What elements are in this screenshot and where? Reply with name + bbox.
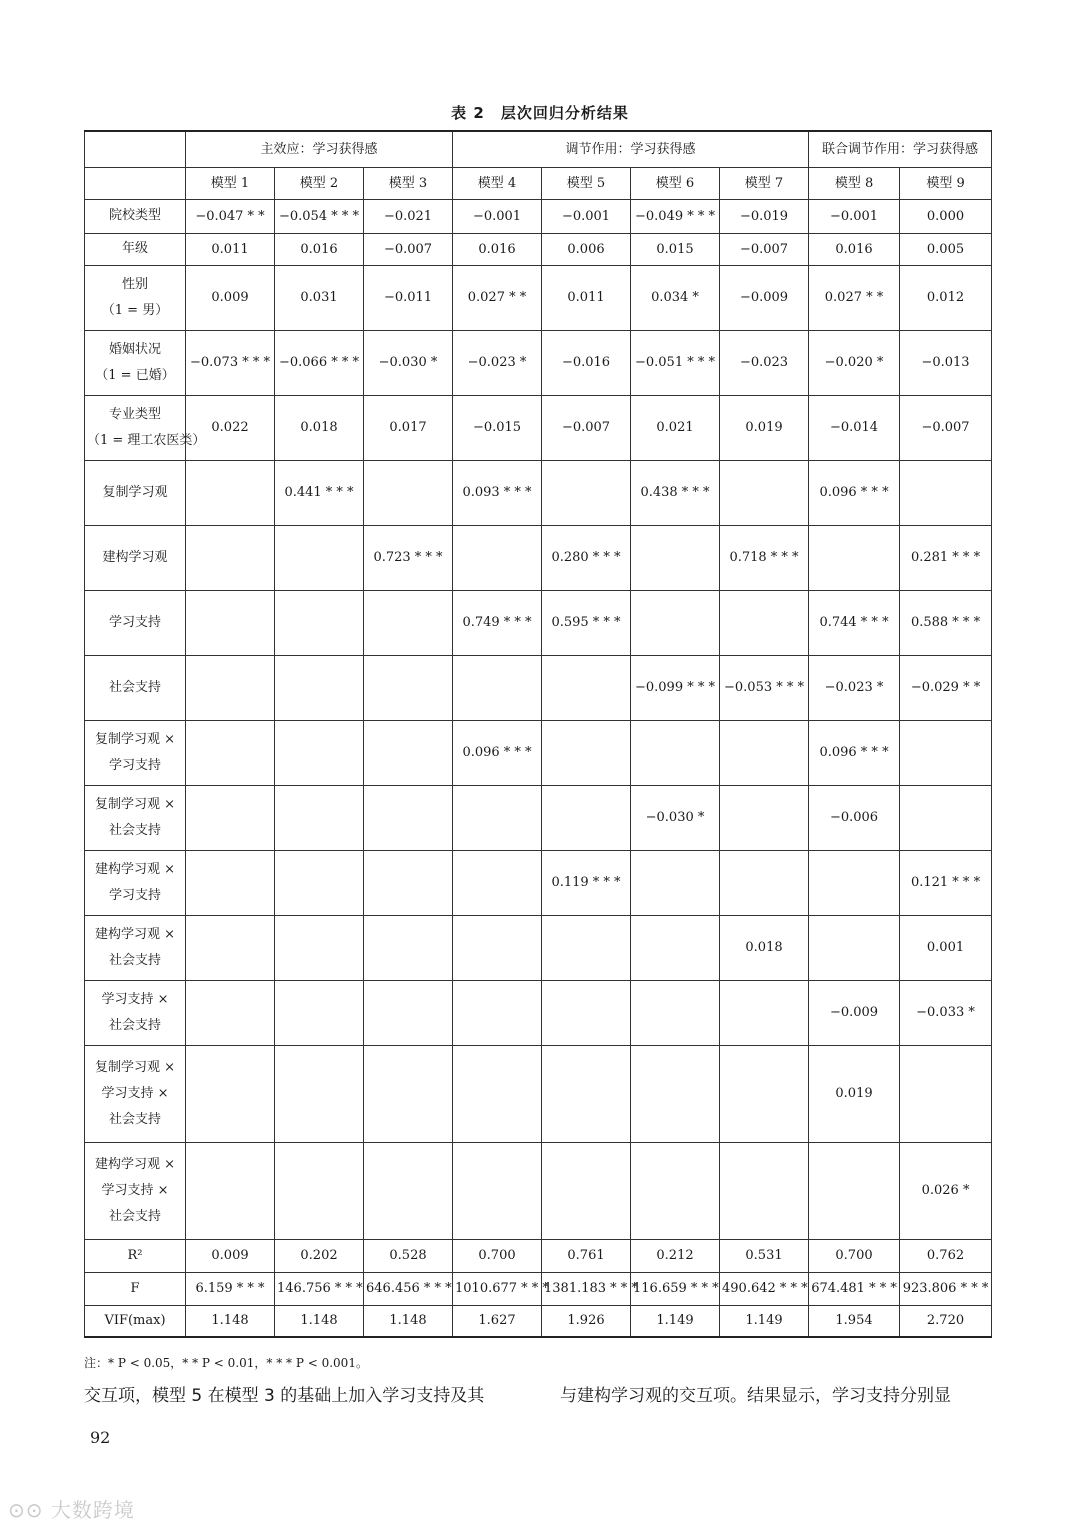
- table-cell: 0.016: [453, 233, 542, 265]
- body-text-left: 交互项，模型 5 在模型 3 的基础上加入学习支持及其: [84, 1386, 485, 1406]
- row-label-line: 社会支持: [108, 679, 161, 695]
- row-label: [85, 395, 206, 460]
- table-cell: −0.009: [720, 265, 809, 330]
- table-cell: 0.006: [542, 233, 631, 265]
- table-cell: [720, 720, 809, 785]
- table-cell: −0.033 *: [900, 980, 992, 1045]
- table-cell: 0.015: [631, 233, 720, 265]
- table-cell: 0.001: [900, 915, 992, 980]
- table-cell: [542, 785, 631, 850]
- table-cell: [364, 720, 453, 785]
- row-label-line: 社会支持: [108, 822, 161, 838]
- table-cell: 0.031: [275, 265, 364, 330]
- table-cell: [275, 1045, 364, 1142]
- row-label: [85, 199, 186, 233]
- row-label-line: （1 = 理工农医类）: [87, 432, 206, 448]
- table-row: [85, 590, 992, 655]
- row-label: [85, 1239, 186, 1272]
- table-cell: −0.001: [453, 199, 542, 233]
- table-cell: 0.749 * * *: [453, 590, 542, 655]
- table-cell: 1381.183 * * *: [542, 1272, 631, 1305]
- table-cell: 490.642 * * *: [720, 1272, 809, 1305]
- table-cell: 0.017: [364, 395, 453, 460]
- table-cell: [631, 720, 720, 785]
- row-label-line: 复制学习观 ×: [94, 796, 176, 812]
- table-cell: 0.018: [275, 395, 364, 460]
- table-cell: 0.761: [542, 1239, 631, 1272]
- table-cell: 0.096 * * *: [809, 720, 900, 785]
- table-cell: −0.053 * * *: [720, 655, 809, 720]
- table-cell: [186, 915, 275, 980]
- table-cell: [900, 1045, 992, 1142]
- table-cell: 0.119 * * *: [542, 850, 631, 915]
- table-cell: 0.744 * * *: [809, 590, 900, 655]
- table-cell: 0.441 * * *: [275, 460, 364, 525]
- row-label-line: R²: [127, 1247, 143, 1263]
- table-row: [85, 850, 992, 915]
- table-cell: [364, 1142, 453, 1239]
- table-cell: 0.009: [186, 1239, 275, 1272]
- row-label-line: （1 = 已婚）: [95, 367, 175, 383]
- watermark-text: 大数跨境: [50, 1498, 135, 1522]
- table-cell: [275, 720, 364, 785]
- watermark-logo: [8, 1494, 135, 1523]
- table-cell: [364, 460, 453, 525]
- row-label-line: F: [130, 1280, 140, 1296]
- table-cell: 0.212: [631, 1239, 720, 1272]
- table-cell: −0.021: [364, 199, 453, 233]
- row-label: [85, 785, 186, 850]
- table-cell: 0.121 * * *: [900, 850, 992, 915]
- table-cell: [453, 915, 542, 980]
- table-cell: [364, 850, 453, 915]
- row-label-line: 复制学习观 ×: [94, 731, 176, 747]
- group-header: 主效应：学习获得感: [186, 131, 453, 167]
- table-cell: −0.007: [364, 233, 453, 265]
- group-header: 调节作用：学习获得感: [453, 131, 809, 167]
- table-cell: 2.720: [900, 1305, 992, 1337]
- table-cell: 0.438 * * *: [631, 460, 720, 525]
- table-cell: [364, 590, 453, 655]
- table-cell: 0.009: [186, 265, 275, 330]
- table-cell: 1.627: [453, 1305, 542, 1337]
- table-cell: 0.096 * * *: [809, 460, 900, 525]
- table-cell: −0.023 *: [453, 330, 542, 395]
- table-cell: 0.000: [900, 199, 992, 233]
- table-cell: 0.528: [364, 1239, 453, 1272]
- table-cell: −0.099 * * *: [631, 655, 720, 720]
- table-cell: [720, 850, 809, 915]
- table-cell: [542, 460, 631, 525]
- table-cell: [275, 980, 364, 1045]
- row-label-line: 建构学习观 ×: [94, 926, 176, 942]
- table-cell: 1.148: [186, 1305, 275, 1337]
- table-cell: [453, 525, 542, 590]
- table-cell: 0.700: [453, 1239, 542, 1272]
- table-cell: −0.054 * * *: [275, 199, 364, 233]
- model-header: 模型 4: [453, 167, 542, 199]
- table-cell: 0.012: [900, 265, 992, 330]
- table-cell: −0.015: [453, 395, 542, 460]
- row-label-line: 学习支持 ×: [101, 1085, 169, 1101]
- table-cell: 6.159 * * *: [186, 1272, 275, 1305]
- row-label: [85, 1305, 186, 1337]
- group-header-row: [85, 131, 992, 167]
- row-label-line: 专业类型: [108, 406, 161, 422]
- row-label-line: 婚姻状况: [108, 341, 161, 357]
- table-row: [85, 785, 992, 850]
- row-label-line: 社会支持: [108, 1017, 161, 1033]
- table-cell: 0.531: [720, 1239, 809, 1272]
- table-cell: [631, 850, 720, 915]
- row-label-line: 社会支持: [108, 1111, 161, 1127]
- table-cell: [720, 785, 809, 850]
- table-cell: [186, 525, 275, 590]
- table-row: [85, 1305, 992, 1337]
- table-cell: 1.954: [809, 1305, 900, 1337]
- table-cell: −0.066 * * *: [275, 330, 364, 395]
- table-cell: −0.016: [542, 330, 631, 395]
- table-cell: [453, 1045, 542, 1142]
- table-cell: [631, 1142, 720, 1239]
- table-cell: 0.027 * *: [809, 265, 900, 330]
- row-label: [85, 525, 186, 590]
- table-cell: 1.149: [631, 1305, 720, 1337]
- table-cell: [275, 785, 364, 850]
- table-row: [85, 199, 992, 233]
- table-cell: [275, 1142, 364, 1239]
- table-cell: 0.019: [809, 1045, 900, 1142]
- table-note: 注：* P < 0.05，* * P < 0.01，* * * P < 0.001。: [84, 1356, 368, 1370]
- table-row: [85, 1272, 992, 1305]
- table-cell: 0.093 * * *: [453, 460, 542, 525]
- table-cell: 0.026 *: [900, 1142, 992, 1239]
- row-label-line: 社会支持: [108, 952, 161, 968]
- model-header: 模型 5: [542, 167, 631, 199]
- table-cell: −0.023: [720, 330, 809, 395]
- table-row: [85, 1239, 992, 1272]
- row-label: [85, 265, 186, 330]
- table-cell: 0.011: [186, 233, 275, 265]
- watermark-icon: ⊙⊙: [8, 1498, 51, 1522]
- table-row: [85, 915, 992, 980]
- table-cell: 0.700: [809, 1239, 900, 1272]
- table-cell: −0.006: [809, 785, 900, 850]
- table-cell: [186, 720, 275, 785]
- corner-cell: [85, 131, 186, 167]
- table-cell: [809, 525, 900, 590]
- table-cell: [631, 915, 720, 980]
- row-label-line: 学习支持 ×: [101, 991, 169, 1007]
- corner-cell: [85, 167, 186, 199]
- table-cell: [275, 590, 364, 655]
- table-cell: 1.926: [542, 1305, 631, 1337]
- table-cell: [631, 525, 720, 590]
- table-cell: [275, 525, 364, 590]
- table-cell: −0.013: [900, 330, 992, 395]
- row-label-line: （1 = 男）: [101, 302, 169, 318]
- row-label-line: VIF(max): [104, 1312, 166, 1328]
- table-cell: −0.020 *: [809, 330, 900, 395]
- table-cell: [186, 785, 275, 850]
- table-cell: 0.016: [275, 233, 364, 265]
- model-header: 模型 2: [275, 167, 364, 199]
- table-cell: [453, 980, 542, 1045]
- table-cell: [542, 1045, 631, 1142]
- row-label: [85, 915, 186, 980]
- table-cell: [542, 655, 631, 720]
- table-cell: 0.018: [720, 915, 809, 980]
- row-label-line: 学习支持: [108, 757, 161, 773]
- row-label-line: 复制学习观 ×: [94, 1059, 176, 1075]
- table-cell: [186, 590, 275, 655]
- table-cell: 0.016: [809, 233, 900, 265]
- model-header-row: [85, 167, 992, 199]
- row-label: [85, 1272, 186, 1305]
- table-cell: 0.588 * * *: [900, 590, 992, 655]
- table-cell: [900, 460, 992, 525]
- table-cell: 0.718 * * *: [720, 525, 809, 590]
- table-cell: −0.011: [364, 265, 453, 330]
- table-cell: 1.148: [275, 1305, 364, 1337]
- row-label: [85, 850, 186, 915]
- row-label-line: 学习支持: [108, 614, 161, 630]
- row-label: [85, 330, 186, 395]
- row-label-line: 建构学习观: [102, 549, 168, 565]
- row-label: [85, 1142, 186, 1239]
- table-cell: 0.027 * *: [453, 265, 542, 330]
- table-cell: 0.595 * * *: [542, 590, 631, 655]
- table-cell: 1.148: [364, 1305, 453, 1337]
- table-cell: −0.051 * * *: [631, 330, 720, 395]
- table-row: [85, 460, 992, 525]
- table-cell: [631, 1045, 720, 1142]
- table-cell: 0.723 * * *: [364, 525, 453, 590]
- table-cell: −0.073 * * *: [186, 330, 275, 395]
- table-cell: [809, 1142, 900, 1239]
- table-cell: −0.007: [900, 395, 992, 460]
- table-cell: −0.001: [809, 199, 900, 233]
- row-label: [85, 460, 186, 525]
- table-cell: 1010.677 * * *: [453, 1272, 542, 1305]
- table-cell: [720, 460, 809, 525]
- table-cell: 0.281 * * *: [900, 525, 992, 590]
- table-cell: [364, 655, 453, 720]
- table-cell: [186, 980, 275, 1045]
- table-cell: [186, 1045, 275, 1142]
- table-row: [85, 1142, 992, 1239]
- table-cell: [809, 915, 900, 980]
- table-cell: [453, 850, 542, 915]
- row-label: [85, 1045, 186, 1142]
- row-label: [85, 233, 186, 265]
- model-header: 模型 6: [631, 167, 720, 199]
- table-cell: 0.005: [900, 233, 992, 265]
- table-cell: −0.001: [542, 199, 631, 233]
- table-cell: 0.096 * * *: [453, 720, 542, 785]
- table-cell: 0.762: [900, 1239, 992, 1272]
- table-row: [85, 655, 992, 720]
- table-cell: [720, 590, 809, 655]
- table-cell: −0.049 * * *: [631, 199, 720, 233]
- table-cell: [186, 460, 275, 525]
- table-cell: −0.030 *: [364, 330, 453, 395]
- model-header: 模型 3: [364, 167, 453, 199]
- row-label-line: 复制学习观: [102, 484, 168, 500]
- table-cell: 0.011: [542, 265, 631, 330]
- row-label-line: 年级: [121, 241, 148, 256]
- row-label-line: 学习支持: [108, 887, 161, 903]
- table-cell: [453, 785, 542, 850]
- table-row: [85, 330, 992, 395]
- model-header: 模型 9: [900, 167, 992, 199]
- table-cell: −0.047 * *: [186, 199, 275, 233]
- table-cell: 116.659 * * *: [631, 1272, 720, 1305]
- table-row: [85, 265, 992, 330]
- table-cell: 0.021: [631, 395, 720, 460]
- row-label-line: 社会支持: [108, 1208, 161, 1224]
- body-text-right: 与建构学习观的交互项。结果显示，学习支持分别显: [560, 1386, 951, 1406]
- row-label: [85, 590, 186, 655]
- table-cell: [186, 850, 275, 915]
- table-cell: 0.202: [275, 1239, 364, 1272]
- model-header: 模型 8: [809, 167, 900, 199]
- table-cell: [720, 1045, 809, 1142]
- table-cell: [542, 720, 631, 785]
- table-cell: [809, 850, 900, 915]
- table-cell: [720, 1142, 809, 1239]
- table-cell: [364, 785, 453, 850]
- table-cell: [453, 1142, 542, 1239]
- table-cell: 0.280 * * *: [542, 525, 631, 590]
- table-cell: [275, 915, 364, 980]
- table-cell: [720, 980, 809, 1045]
- table-cell: [542, 1142, 631, 1239]
- table-cell: −0.029 * *: [900, 655, 992, 720]
- table-row: [85, 395, 992, 460]
- table-cell: [631, 590, 720, 655]
- table-title: 表 2 层次回归分析结果: [451, 104, 629, 122]
- page-number: 92: [90, 1428, 111, 1447]
- table-cell: −0.009: [809, 980, 900, 1045]
- table-row: [85, 525, 992, 590]
- row-label-line: 建构学习观 ×: [94, 1156, 176, 1172]
- table-cell: 674.481 * * *: [809, 1272, 900, 1305]
- table-cell: [186, 655, 275, 720]
- table-cell: −0.023 *: [809, 655, 900, 720]
- table-cell: [900, 785, 992, 850]
- table-cell: −0.014: [809, 395, 900, 460]
- table-cell: 0.034 *: [631, 265, 720, 330]
- group-header: 联合调节作用：学习获得感: [809, 131, 992, 167]
- table-cell: [542, 915, 631, 980]
- table-cell: [631, 980, 720, 1045]
- table-cell: 146.756 * * *: [275, 1272, 364, 1305]
- table-cell: [453, 655, 542, 720]
- table-cell: [364, 980, 453, 1045]
- table-cell: [186, 1142, 275, 1239]
- row-label-line: 学习支持 ×: [101, 1182, 169, 1198]
- table-row: [85, 980, 992, 1045]
- row-label: [85, 655, 186, 720]
- row-label: [85, 720, 186, 785]
- table-cell: 1.149: [720, 1305, 809, 1337]
- table-cell: [364, 1045, 453, 1142]
- table-cell: 923.806 * * *: [900, 1272, 992, 1305]
- row-label: [85, 980, 186, 1045]
- table-cell: [900, 720, 992, 785]
- table-row: [85, 720, 992, 785]
- table-cell: 0.019: [720, 395, 809, 460]
- table-cell: −0.007: [720, 233, 809, 265]
- table-cell: −0.030 *: [631, 785, 720, 850]
- table-cell: [364, 915, 453, 980]
- row-label-line: 性别: [121, 276, 148, 292]
- row-label-line: 建构学习观 ×: [94, 861, 176, 877]
- table-cell: [275, 850, 364, 915]
- model-header: 模型 7: [720, 167, 809, 199]
- table-cell: 646.456 * * *: [364, 1272, 453, 1305]
- table-cell: −0.019: [720, 199, 809, 233]
- table-cell: 0.022: [186, 395, 275, 460]
- table-cell: [542, 980, 631, 1045]
- regression-table: [84, 130, 992, 1338]
- table-row: [85, 233, 992, 265]
- table-cell: [275, 655, 364, 720]
- row-label-line: 院校类型: [108, 208, 161, 223]
- table-row: [85, 1045, 992, 1142]
- table-cell: −0.007: [542, 395, 631, 460]
- model-header: 模型 1: [186, 167, 275, 199]
